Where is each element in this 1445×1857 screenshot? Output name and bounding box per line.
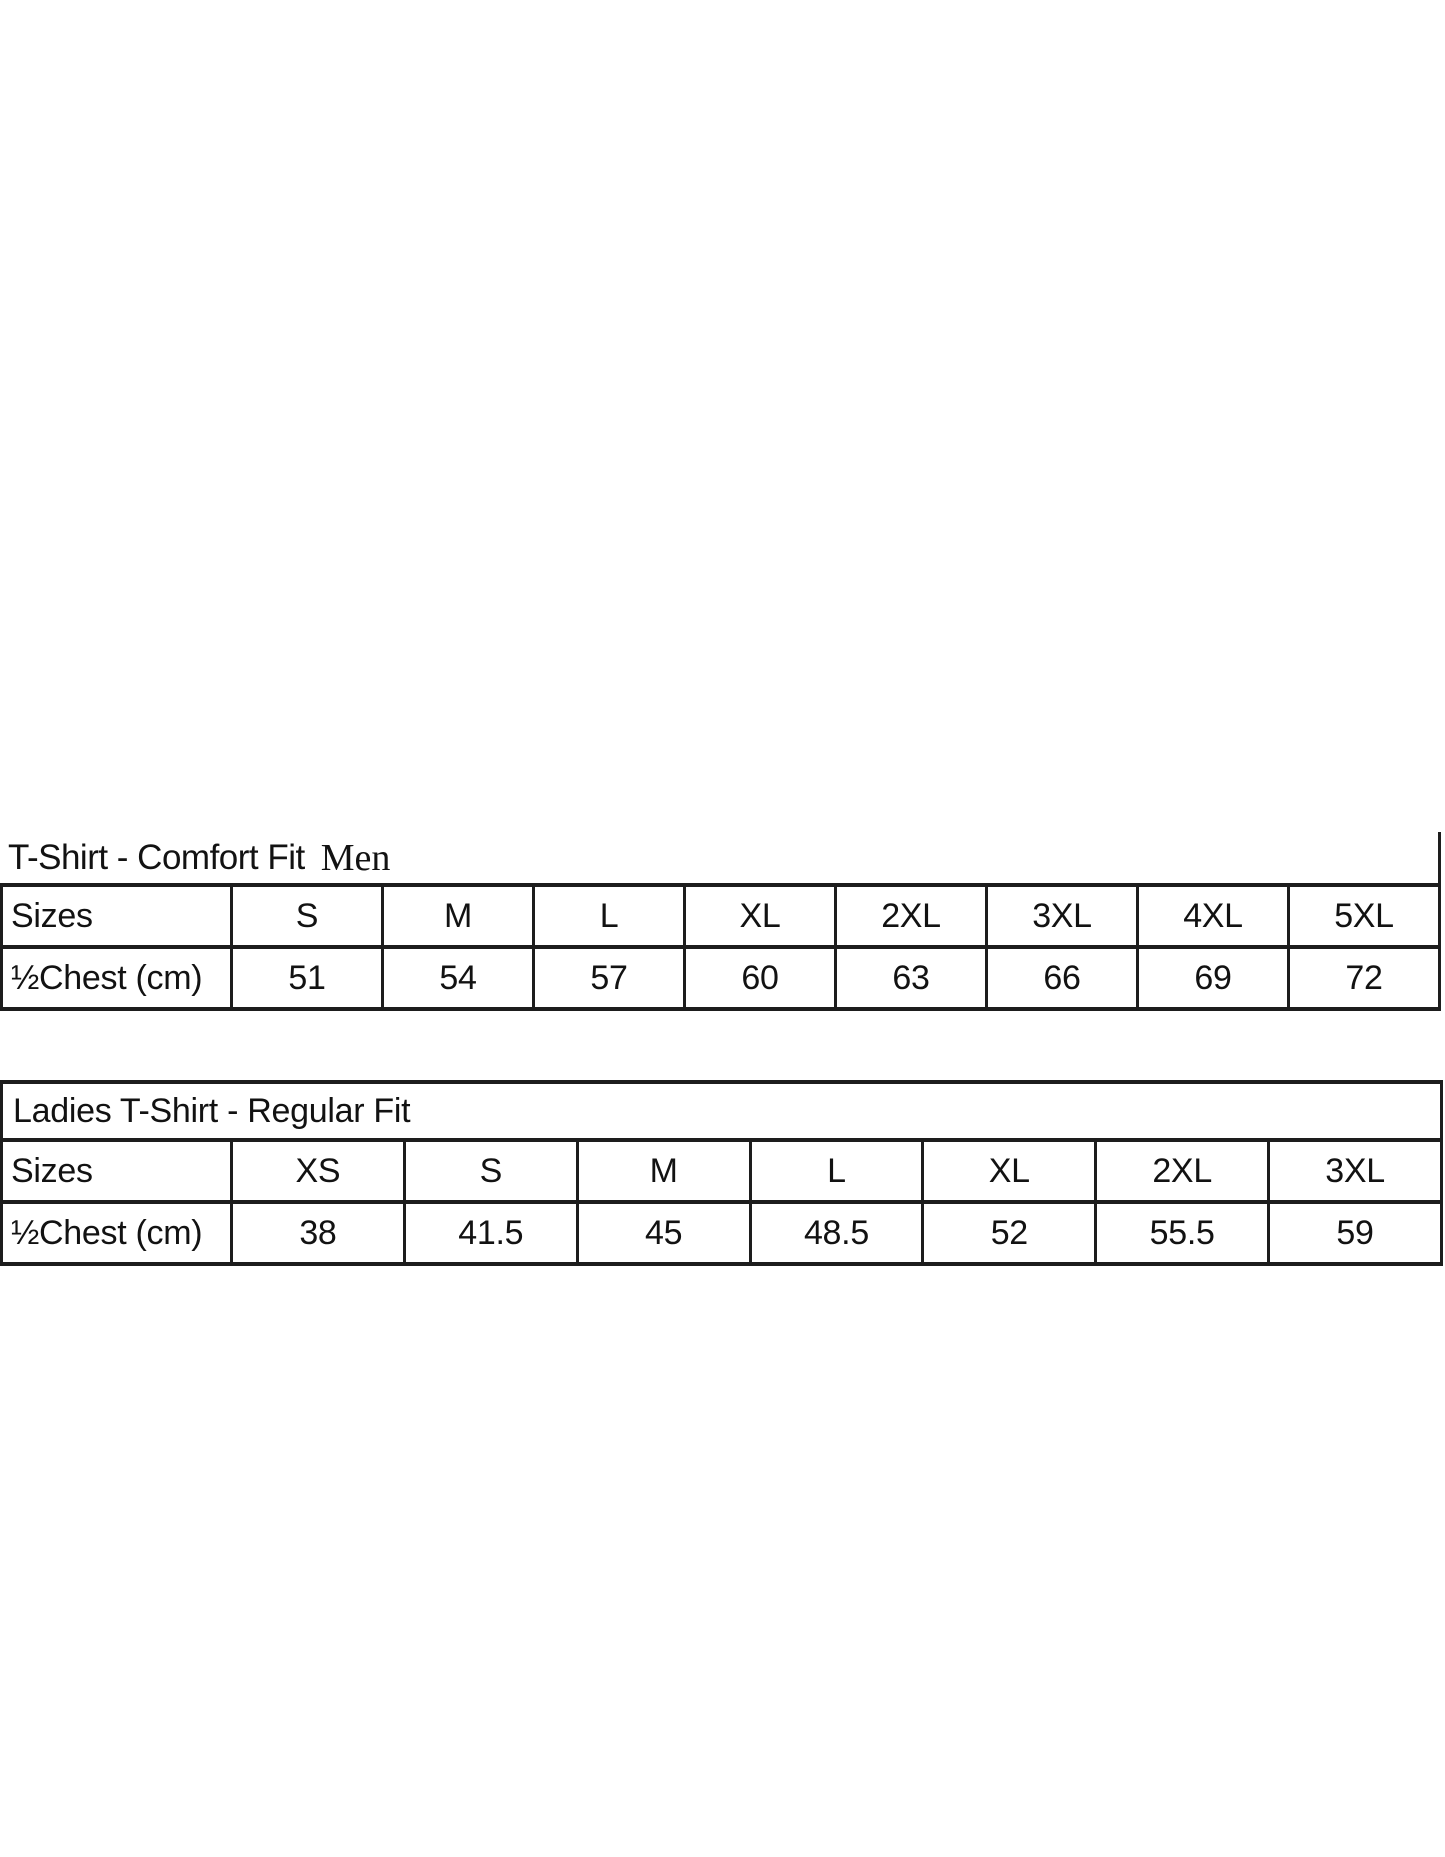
men-size-header-xl: XL xyxy=(685,885,836,947)
men-size-header-5xl: 5XL xyxy=(1289,885,1440,947)
ladies-chest-value-3xl: 59 xyxy=(1269,1202,1442,1264)
men-sizes-row xyxy=(2,885,1440,947)
ladies-size-header-xl: XL xyxy=(923,1140,1096,1202)
ladies-chart-title: Ladies T-Shirt - Regular Fit xyxy=(2,1082,1442,1140)
men-chest-value-xl: 60 xyxy=(685,947,836,1009)
men-size-header-4xl: 4XL xyxy=(1138,885,1289,947)
men-chest-value-s: 51 xyxy=(232,947,383,1009)
ladies-chest-value-s: 41.5 xyxy=(404,1202,577,1264)
ladies-chest-value-2xl: 55.5 xyxy=(1096,1202,1269,1264)
ladies-chest-value-l: 48.5 xyxy=(750,1202,923,1264)
ladies-chest-row-label: ½Chest (cm) xyxy=(2,1202,232,1264)
ladies-size-header-2xl: 2XL xyxy=(1096,1140,1269,1202)
men-chart-title-suffix: Men xyxy=(320,836,391,879)
men-chest-value-m: 54 xyxy=(383,947,534,1009)
ladies-size-header-l: L xyxy=(750,1140,923,1202)
men-chest-value-4xl: 69 xyxy=(1138,947,1289,1009)
men-chest-row-label: ½Chest (cm) xyxy=(2,947,232,1009)
men-size-header-l: L xyxy=(534,885,685,947)
men-size-header-2xl: 2XL xyxy=(836,885,987,947)
ladies-sizes-row-label: Sizes xyxy=(2,1140,232,1202)
men-size-chart xyxy=(0,832,1441,1011)
ladies-size-header-3xl: 3XL xyxy=(1269,1140,1442,1202)
men-chest-value-l: 57 xyxy=(534,947,685,1009)
ladies-title-row xyxy=(2,1082,1442,1140)
men-chart-title xyxy=(0,832,1441,883)
ladies-chest-row xyxy=(2,1202,1442,1264)
men-size-header-3xl: 3XL xyxy=(987,885,1138,947)
ladies-size-table xyxy=(0,1080,1443,1266)
ladies-chest-value-xs: 38 xyxy=(232,1202,405,1264)
men-size-table xyxy=(0,883,1441,1011)
ladies-chest-value-xl: 52 xyxy=(923,1202,1096,1264)
men-chest-value-3xl: 66 xyxy=(987,947,1138,1009)
ladies-size-header-s: S xyxy=(404,1140,577,1202)
men-size-header-m: M xyxy=(383,885,534,947)
ladies-chest-value-m: 45 xyxy=(577,1202,750,1264)
men-sizes-row-label: Sizes xyxy=(2,885,232,947)
men-chest-value-2xl: 63 xyxy=(836,947,987,1009)
men-size-header-s: S xyxy=(232,885,383,947)
ladies-sizes-row xyxy=(2,1140,1442,1202)
ladies-size-chart xyxy=(0,1080,1443,1266)
ladies-size-header-m: M xyxy=(577,1140,750,1202)
men-chest-value-5xl: 72 xyxy=(1289,947,1440,1009)
ladies-size-header-xs: XS xyxy=(232,1140,405,1202)
men-chest-row xyxy=(2,947,1440,1009)
men-chart-title-text: T-Shirt - Comfort Fit xyxy=(8,837,305,877)
